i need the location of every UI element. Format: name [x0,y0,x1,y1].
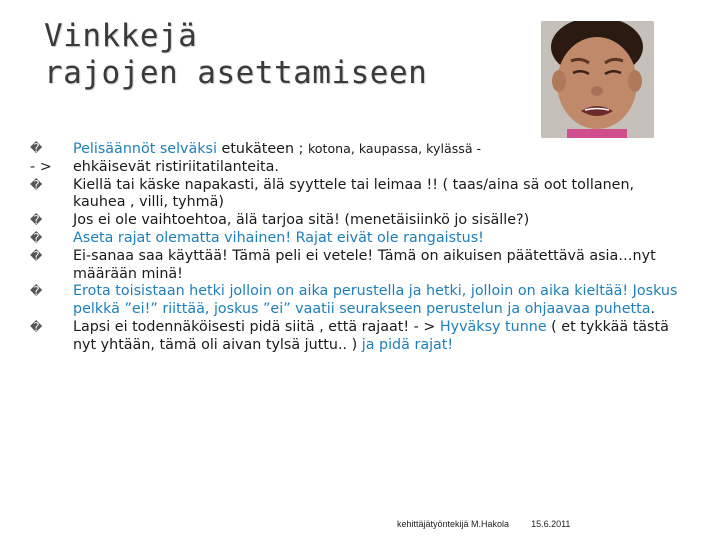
bullet-item [30,283,690,319]
slide-title [44,18,514,92]
arrow-marker: - > [30,158,52,175]
bullet-text: ( et tykkää tästä nyt yhtään, tämä oli aivan tylsä juttu.. ) [73,318,669,353]
square-bullet-icon: � [30,177,43,192]
square-bullet-icon: � [30,230,43,245]
title-line-2: rajojen asettamiseen [44,55,428,91]
bullet-item [30,248,690,284]
bullet-text: ja pidä rajat! [361,336,454,353]
bullet-text: ehkäisevät ristiriitatilanteita. [73,158,279,175]
crying-child-photo [541,21,654,138]
bullet-item [30,319,690,355]
square-bullet-icon: � [30,213,43,228]
crying-child-illustration [541,21,654,138]
bullet-item [30,159,690,177]
bullet-item [30,230,690,248]
bullet-text: etukäteen ; [221,141,308,157]
square-bullet-icon: � [30,141,43,155]
bullet-item [30,140,690,159]
bullet-text: Erota toisistaan hetki jolloin on aika perustella ja hetki, jolloin on aika kieltää! Joskus pelkkä ”ei!” riittää, joskus ”ei” vaatii seurakseen perustelun ja ohjaavaa puhetta [73,283,678,318]
square-bullet-icon: � [30,284,43,299]
bullet-text: Ei-sanaa saa käyttää! Tämä peli ei vetele! Tämä on aikuisen päätettävä asia…nyt määrään minä! [73,247,656,282]
bullet-text: Hyväksy tunne [439,318,547,335]
footer-date: 15.6.2011 [531,519,571,529]
bullet-text: Kiellä tai käske napakasti, älä syyttele tai leimaa !! ( taas/aina sä oot tollanen, kauhea , villi, tyhmä) [73,176,635,211]
bullet-text: . [650,301,656,318]
bullet-text: Aseta rajat olematta vihainen! Rajat eivät ole rangaistus! [73,229,484,246]
square-bullet-icon: � [30,248,43,263]
bullet-text: Lapsi ei todennäköisesti pidä siitä , että rajaat! - > [73,318,440,335]
square-bullet-icon: � [30,319,43,334]
bullet-item [30,177,690,213]
bullet-text: Jos ei ole vaihtoehtoa, älä tarjoa sitä! (menetäisiinkö jo sisälle?) [73,212,530,229]
bullet-list [30,140,690,355]
bullet-text: kotona, kaupassa, kylässä - [307,141,482,156]
bullet-item [30,212,690,230]
slide-footer [397,519,592,529]
footer-author: kehittäjätyöntekijä M.Hakola [397,519,510,529]
title-line-1: Vinkkejä [44,18,198,54]
bullet-text: Pelisäännöt selväksi [73,141,222,157]
